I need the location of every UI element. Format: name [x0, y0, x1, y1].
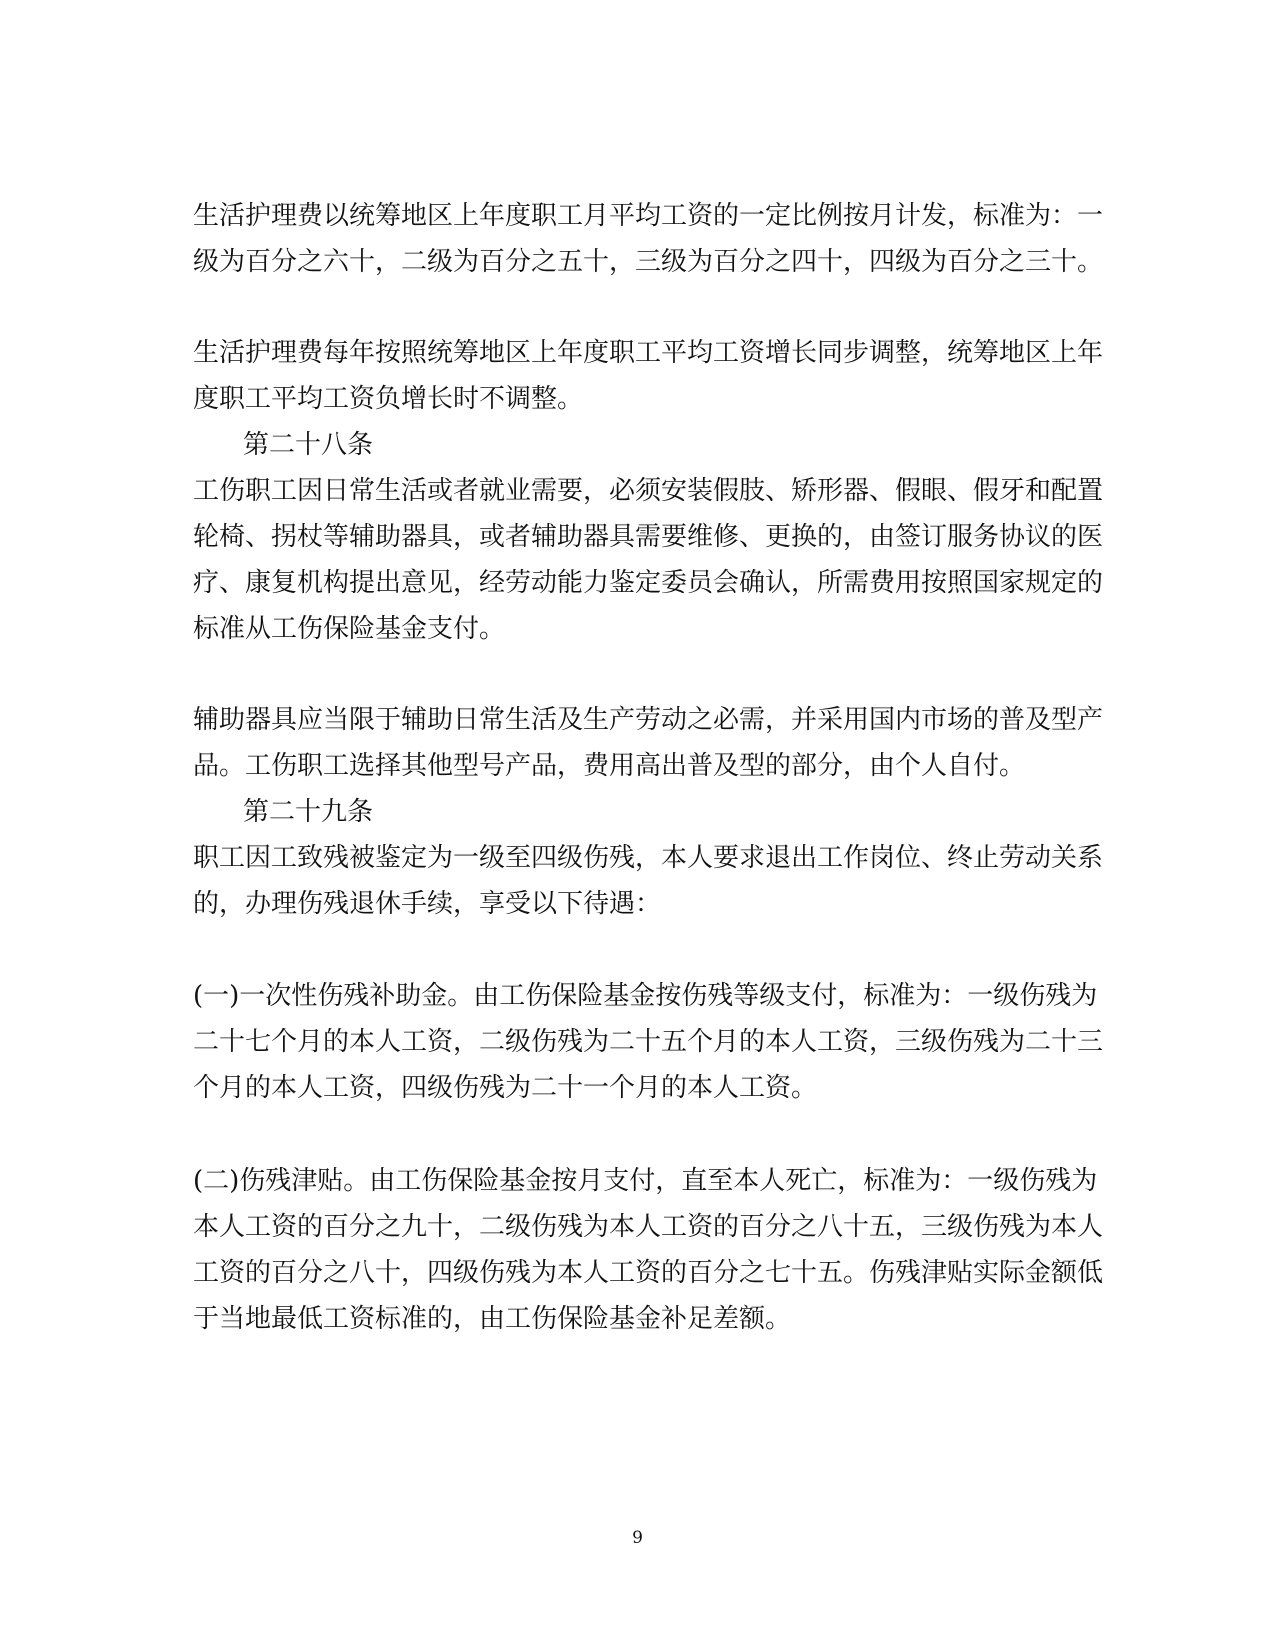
- paragraph-line: 生活护理费每年按照统筹地区上年度职工平均工资增长同步调整，统筹地区上年: [193, 338, 1104, 368]
- paragraph-line: 二十七个月的本人工资，二级伤残为二十五个月的本人工资，三级伤残为二十三: [193, 1027, 1104, 1057]
- paragraph-line: 于当地最低工资标准的，由工伤保险基金补足差额。: [193, 1304, 792, 1334]
- paragraph-line: (二)伤残津贴。由工伤保险基金按月支付，直至本人死亡，标准为：一级伤残为: [193, 1166, 1098, 1196]
- paragraph-line: 轮椅、拐杖等辅助器具，或者辅助器具需要维修、更换的，由签订服务协议的医: [193, 522, 1104, 552]
- article-heading: 第二十九条: [243, 797, 374, 827]
- paragraph-line: 级为百分之六十，二级为百分之五十，三级为百分之四十，四级为百分之三十。: [193, 247, 1104, 277]
- paragraph-line: (一)一次性伤残补助金。由工伤保险基金按伤残等级支付，标准为：一级伤残为: [193, 981, 1098, 1011]
- paragraph-line: 辅助器具应当限于辅助日常生活及生产劳动之必需，并采用国内市场的普及型产: [193, 705, 1104, 735]
- paragraph-line: 生活护理费以统筹地区上年度职工月平均工资的一定比例按月计发，标准为：一: [193, 201, 1104, 231]
- paragraph-line: 度职工平均工资负增长时不调整。: [193, 384, 584, 414]
- paragraph-line: 工伤职工因日常生活或者就业需要，必须安装假肢、矫形器、假眼、假牙和配置: [193, 476, 1104, 506]
- paragraph-line: 职工因工致残被鉴定为一级至四级伤残，本人要求退出工作岗位、终止劳动关系: [193, 843, 1104, 873]
- paragraph-line: 品。工伤职工选择其他型号产品，费用高出普及型的部分，由个人自付。: [193, 751, 1026, 781]
- paragraph-line: 标准从工伤保险基金支付。: [193, 614, 506, 644]
- paragraph-line: 本人工资的百分之九十，二级伤残为本人工资的百分之八十五，三级伤残为本人: [193, 1212, 1104, 1242]
- paragraph-line: 疗、康复机构提出意见，经劳动能力鉴定委员会确认，所需费用按照国家规定的: [193, 568, 1104, 598]
- paragraph-line: 的，办理伤残退休手续，享受以下待遇：: [193, 889, 662, 919]
- article-heading: 第二十八条: [243, 430, 374, 460]
- paragraph-line: 工资的百分之八十，四级伤残为本人工资的百分之七十五。伤残津贴实际金额低: [193, 1258, 1104, 1288]
- paragraph-line: 个月的本人工资，四级伤残为二十一个月的本人工资。: [193, 1073, 818, 1103]
- page-number: 9: [632, 1528, 643, 1548]
